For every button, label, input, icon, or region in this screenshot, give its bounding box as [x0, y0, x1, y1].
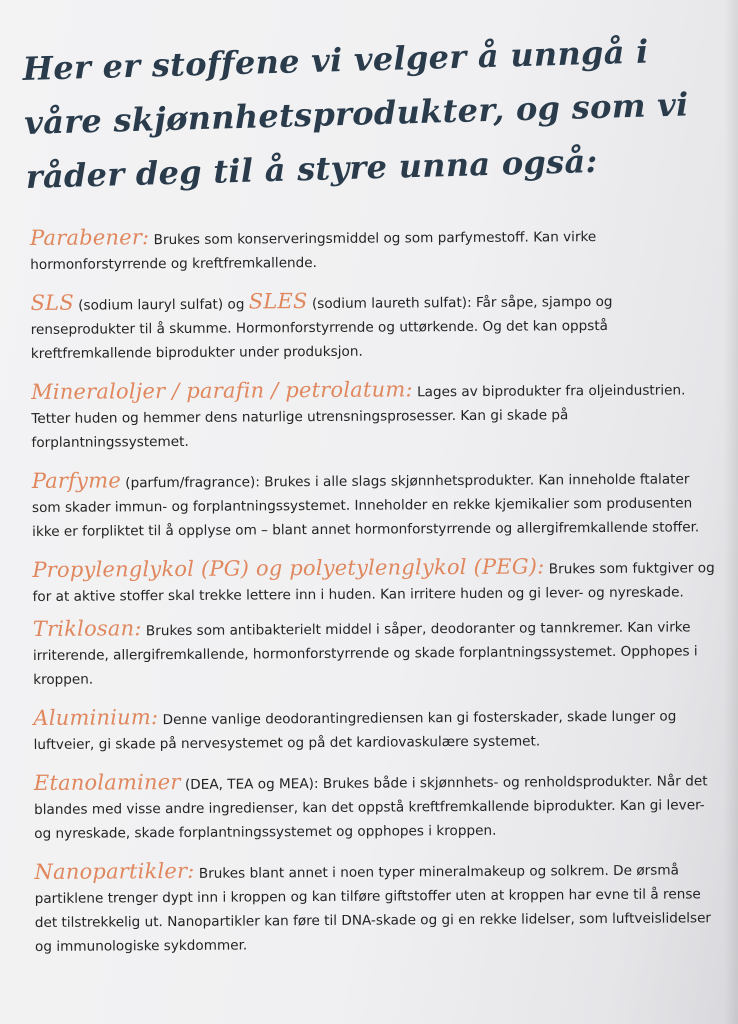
- ingredient-list: [30, 221, 725, 973]
- desc-sls-sles: : Får såpe, sjampo og renseprodukter til å skumme. Hormonforstyrrende og uttørkende. Og det kan oppstå kreftfremkallende biprodukter under produksjon.: [30, 293, 613, 362]
- term-mineraloljer: Mineraloljer / parafin / petrolatum:: [31, 377, 413, 404]
- entry-aluminium: [33, 701, 723, 757]
- entry-nanopartikler: [34, 855, 725, 959]
- desc-etanolaminer: : Brukes både i skjønnhets- og renholdsprodukter. Når det blandes med visse andre ingredienser, kan det oppstå kreftfremkallende biprodukter. Kan gi lever- og nyreskade, skade forplantningssystemet og opphopes i kroppen.: [34, 773, 708, 842]
- term-etanolaminer: Etanolaminer: [33, 769, 181, 795]
- term-sls: SLS: [30, 290, 74, 315]
- entry-etanolaminer: [34, 766, 725, 846]
- term-parfyme: Parfyme: [31, 468, 121, 493]
- page-edge-shadow: [724, 0, 738, 1024]
- paren-parfyme: (parfum/fragrance): [120, 474, 256, 492]
- entry-mineraloljer: [31, 375, 722, 455]
- term-nanopartikler: Nanopartikler:: [34, 858, 195, 884]
- desc-parfyme: : Brukes i alle slags skjønnhetsprodukter. Kan inneholde ftalater som skader immun- og forplantningssystemet. Inneholder en rekke kjemikalier som produsenten ikke er forpliktet til å opplyse om – blant annet hormonforstyrrende og allergifremkallende stoffer.: [31, 471, 700, 540]
- term-sles: SLES: [248, 289, 308, 314]
- desc-mineraloljer: Lages av biprodukter fra oljeindustrien. Tetter huden og hemmer dens naturlige utrensningsprosesser. Kan gi skade på forplantningssystemet.: [31, 382, 686, 451]
- entry-sls-sles: [30, 286, 721, 366]
- entry-propylenglykol: [32, 553, 722, 609]
- desc-propylenglykol: Brukes som fuktgiver og for at aktive stoffer skal trekke lettere inn i huden. Kan irritere huden og gi lever- og nyreskade.: [32, 560, 715, 605]
- paren-sles: (sodium laureth sulfat): [307, 294, 468, 313]
- term-triklosan: Triklosan:: [32, 616, 142, 641]
- desc-nanopartikler: Brukes blant annet i noen typer mineralmakeup og solkrem. De ørsmå partiklene trenger dypt inn i kroppen og kan tilføre giftstoffer uten at kroppen har evne til å rense det tilstrekkelig ut. Nanopartikler kan føre til DNA-skade og gi en rekke lidelser, som luftveislidelser og immunologiske sykdommer.: [34, 862, 712, 955]
- entry-triklosan: [33, 612, 724, 692]
- term-aluminium: Aluminium:: [33, 705, 159, 730]
- desc-aluminium: Denne vanlige deodorantingrediensen kan gi fosterskader, skade lunger og luftveier, gi skade på nervesystemet og på det kardiovaskulære systemet.: [33, 708, 677, 753]
- paren-etanolaminer: (DEA, TEA og MEA): [180, 776, 315, 793]
- term-parabener: Parabener:: [30, 225, 150, 250]
- entry-parabener: [30, 221, 720, 277]
- term-propylenglykol: Propylenglykol (PG) og polyetylenglykol (PEG):: [32, 554, 545, 582]
- paren-sls: (sodium lauryl sulfat) og: [73, 296, 249, 314]
- entry-parfyme: [32, 464, 723, 544]
- desc-parabener: Brukes som konserveringsmiddel og som parfymestoff. Kan virke hormonforstyrrende og kreftfremkallende.: [30, 229, 597, 273]
- desc-triklosan: Brukes som antibakterielt middel i såper, deodoranter og tannkremer. Kan virke irriterende, allergifremkallende, hormonforstyrrende og skade forplantningssystemet. Opphopes i kroppen.: [32, 619, 698, 688]
- poster-heading: Her er stoffene vi velger å unngå i våre skjønnhetsprodukter, og som vi råder deg til å styre unna også:: [22, 32, 690, 196]
